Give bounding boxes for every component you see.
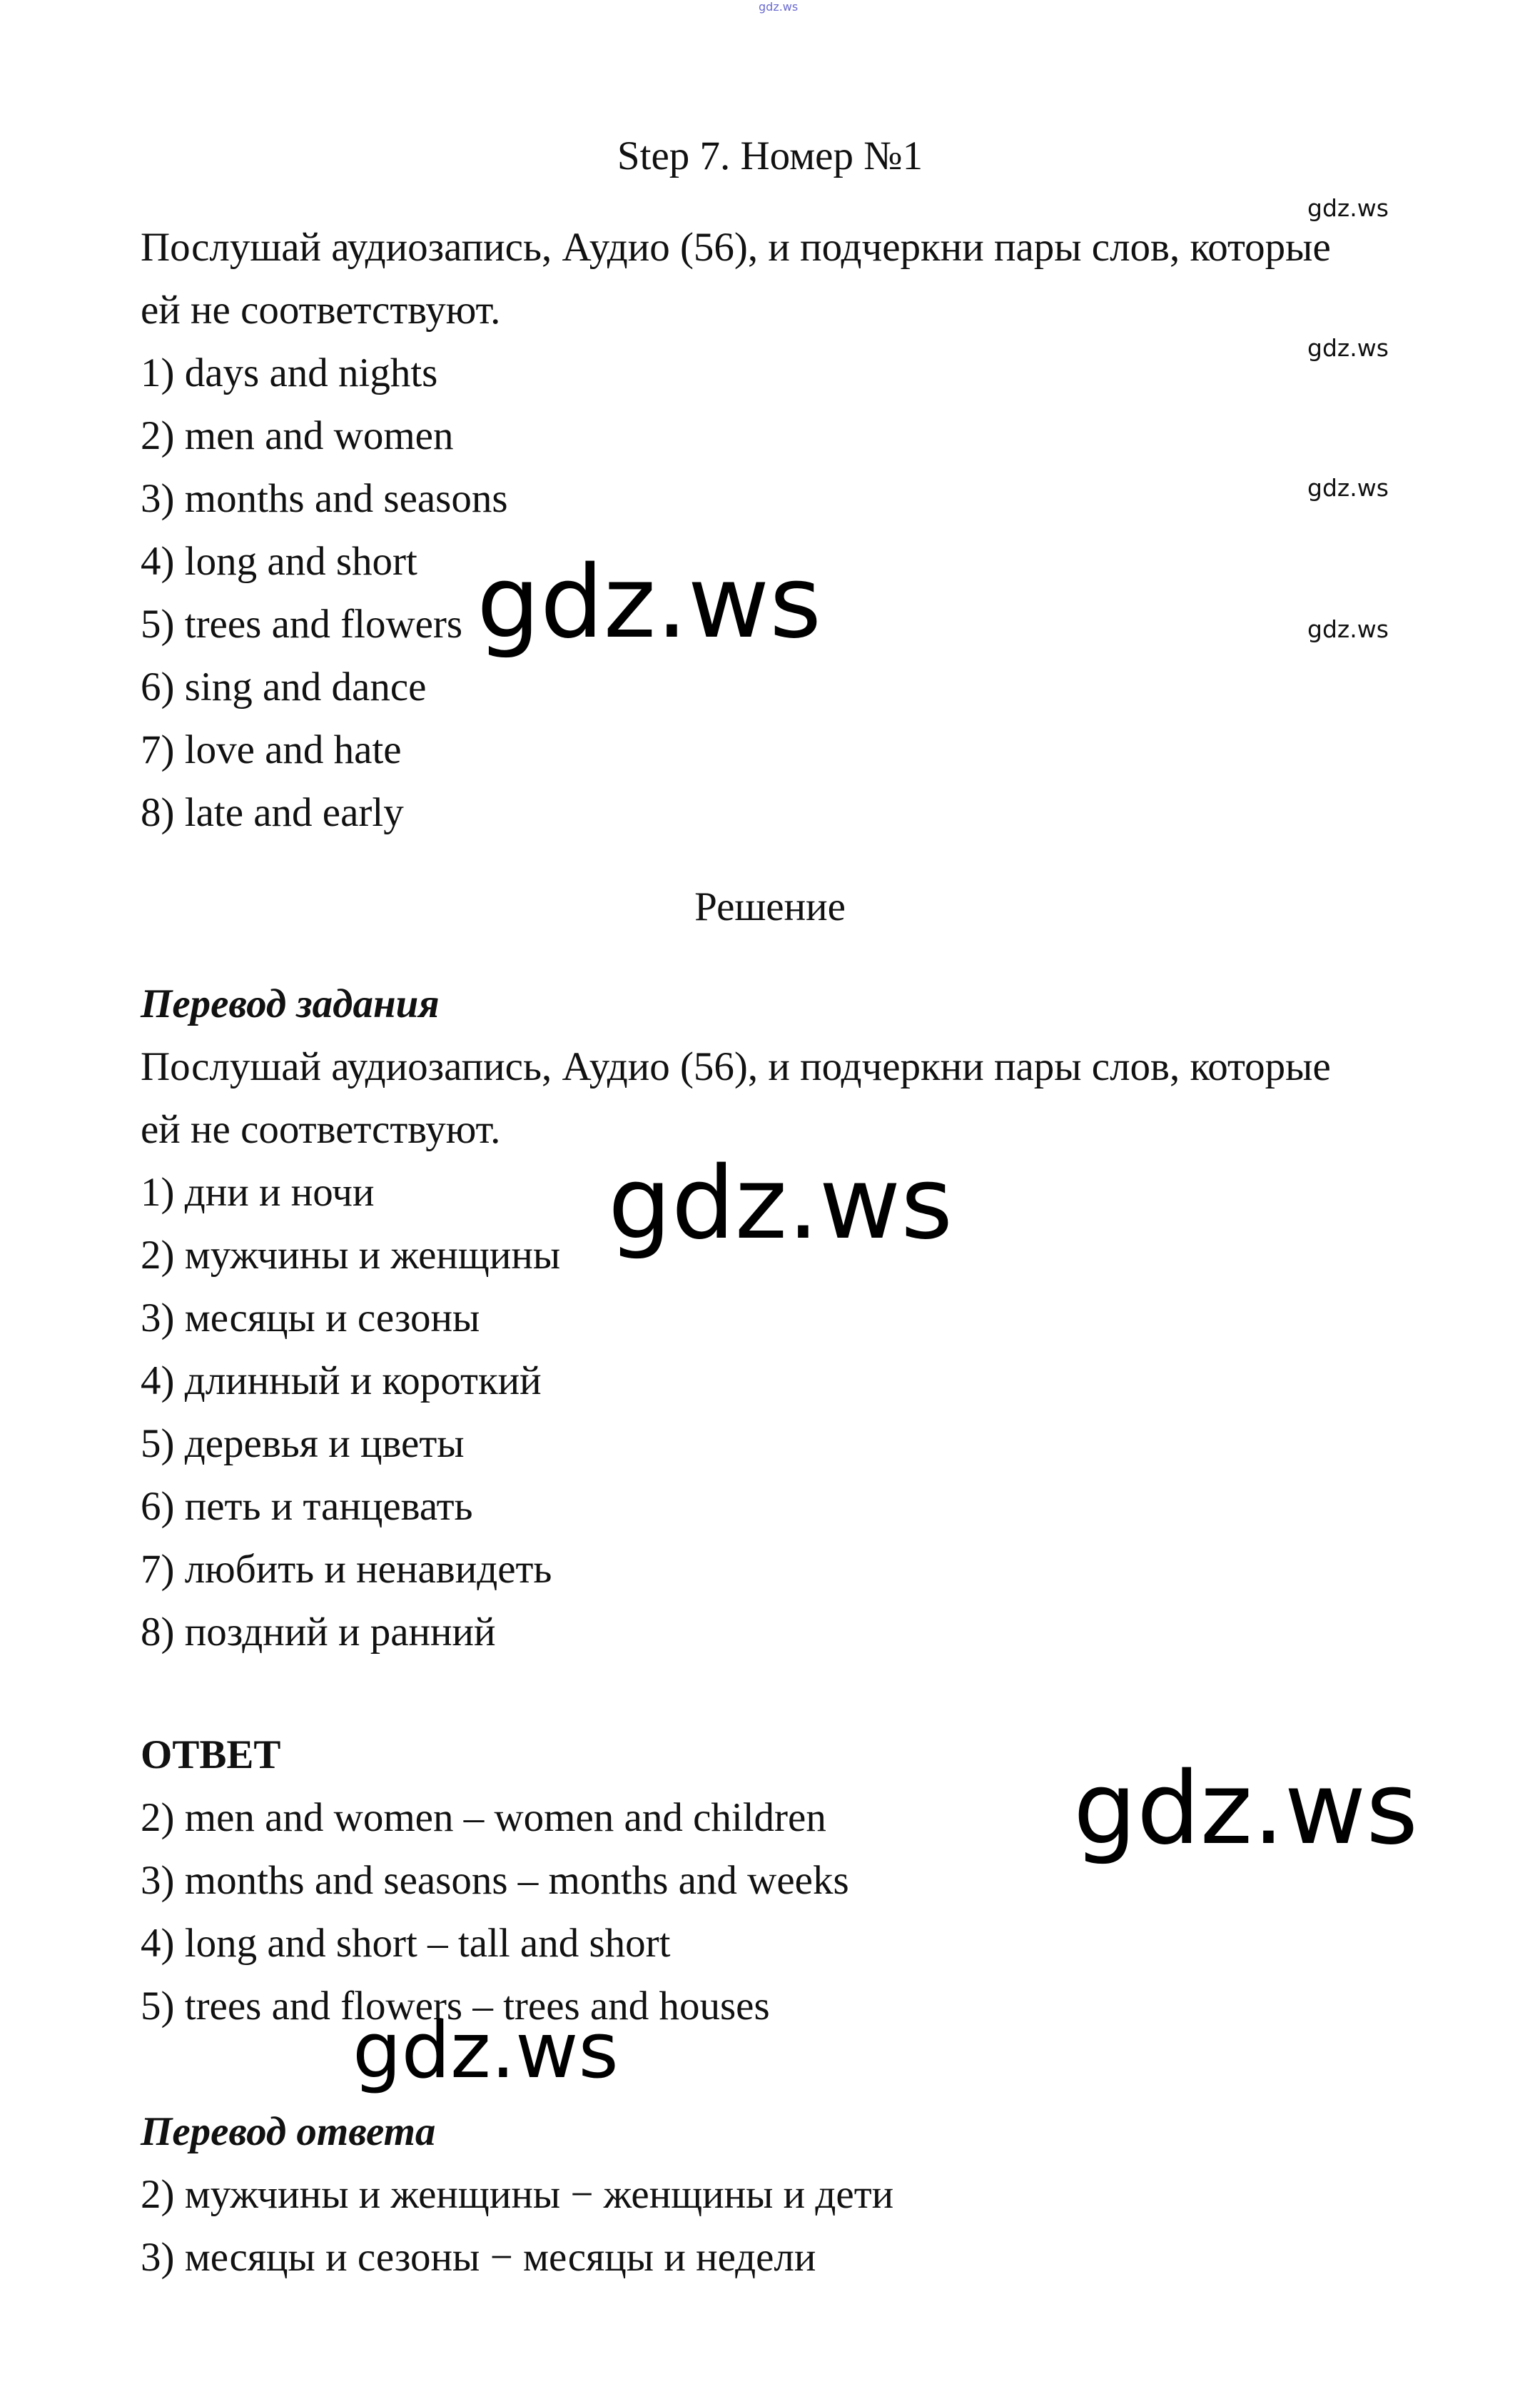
watermark-small: gdz.ws bbox=[1307, 615, 1389, 643]
translation-instruction-line-1: Послушай аудиозапись, Аудио (56), и подчеркни пары слов, которые bbox=[141, 1044, 1331, 1089]
translation-item: 8) поздний и ранний bbox=[141, 1610, 496, 1655]
translation-item: 3) месяцы и сезоны bbox=[141, 1296, 480, 1340]
translation-item: 6) петь и танцевать bbox=[141, 1484, 473, 1529]
task-instruction-line-2: ей не соответствуют. bbox=[141, 288, 501, 333]
solution-heading: Решение bbox=[694, 884, 846, 929]
answer-translation-item: 3) месяцы и сезоны − месяцы и недели bbox=[141, 2235, 816, 2280]
answer-item: 3) months and seasons – months and weeks bbox=[141, 1858, 849, 1903]
answer-item: 2) men and women – women and children bbox=[141, 1795, 826, 1840]
answer-translation-item: 2) мужчины и женщины − женщины и дети bbox=[141, 2172, 894, 2217]
watermark-small: gdz.ws bbox=[1307, 194, 1389, 222]
translation-instruction-line-2: ей не соответствуют. bbox=[141, 1107, 501, 1152]
watermark-medium: gdz.ws bbox=[353, 2006, 619, 2096]
watermark-small: gdz.ws bbox=[1307, 334, 1389, 362]
task-item: 8) late and early bbox=[141, 790, 404, 835]
translation-item: 7) любить и ненавидеть bbox=[141, 1547, 552, 1592]
task-item: 7) love and hate bbox=[141, 727, 402, 772]
translation-item: 5) деревья и цветы bbox=[141, 1421, 465, 1466]
task-item: 5) trees and flowers bbox=[141, 602, 463, 647]
answer-item: 4) long and short – tall and short bbox=[141, 1921, 671, 1966]
watermark-large: gdz.ws bbox=[1073, 1751, 1419, 1867]
watermark-large: gdz.ws bbox=[608, 1146, 953, 1262]
page-title: Step 7. Номер №1 bbox=[617, 133, 923, 178]
translation-item: 2) мужчины и женщины bbox=[141, 1233, 561, 1278]
translation-item: 1) дни и ночи bbox=[141, 1170, 375, 1215]
answer-heading: ОТВЕТ bbox=[141, 1732, 281, 1777]
task-item: 3) months and seasons bbox=[141, 476, 508, 521]
answer-translation-heading: Перевод ответа bbox=[141, 2109, 436, 2154]
task-item: 2) men and women bbox=[141, 413, 454, 458]
task-item: 6) sing and dance bbox=[141, 665, 427, 709]
watermark-small: gdz.ws bbox=[1307, 474, 1389, 502]
top-watermark: gdz.ws bbox=[759, 0, 799, 14]
answer-item: 5) trees and flowers – trees and houses bbox=[141, 1984, 770, 2029]
translation-item: 4) длинный и короткий bbox=[141, 1358, 542, 1403]
translation-heading: Перевод задания bbox=[141, 981, 440, 1026]
task-instruction-line-1: Послушай аудиозапись, Аудио (56), и подчеркни пары слов, которые bbox=[141, 225, 1331, 270]
task-item: 1) days and nights bbox=[141, 350, 438, 395]
watermark-large: gdz.ws bbox=[477, 545, 822, 661]
task-item: 4) long and short bbox=[141, 539, 417, 584]
